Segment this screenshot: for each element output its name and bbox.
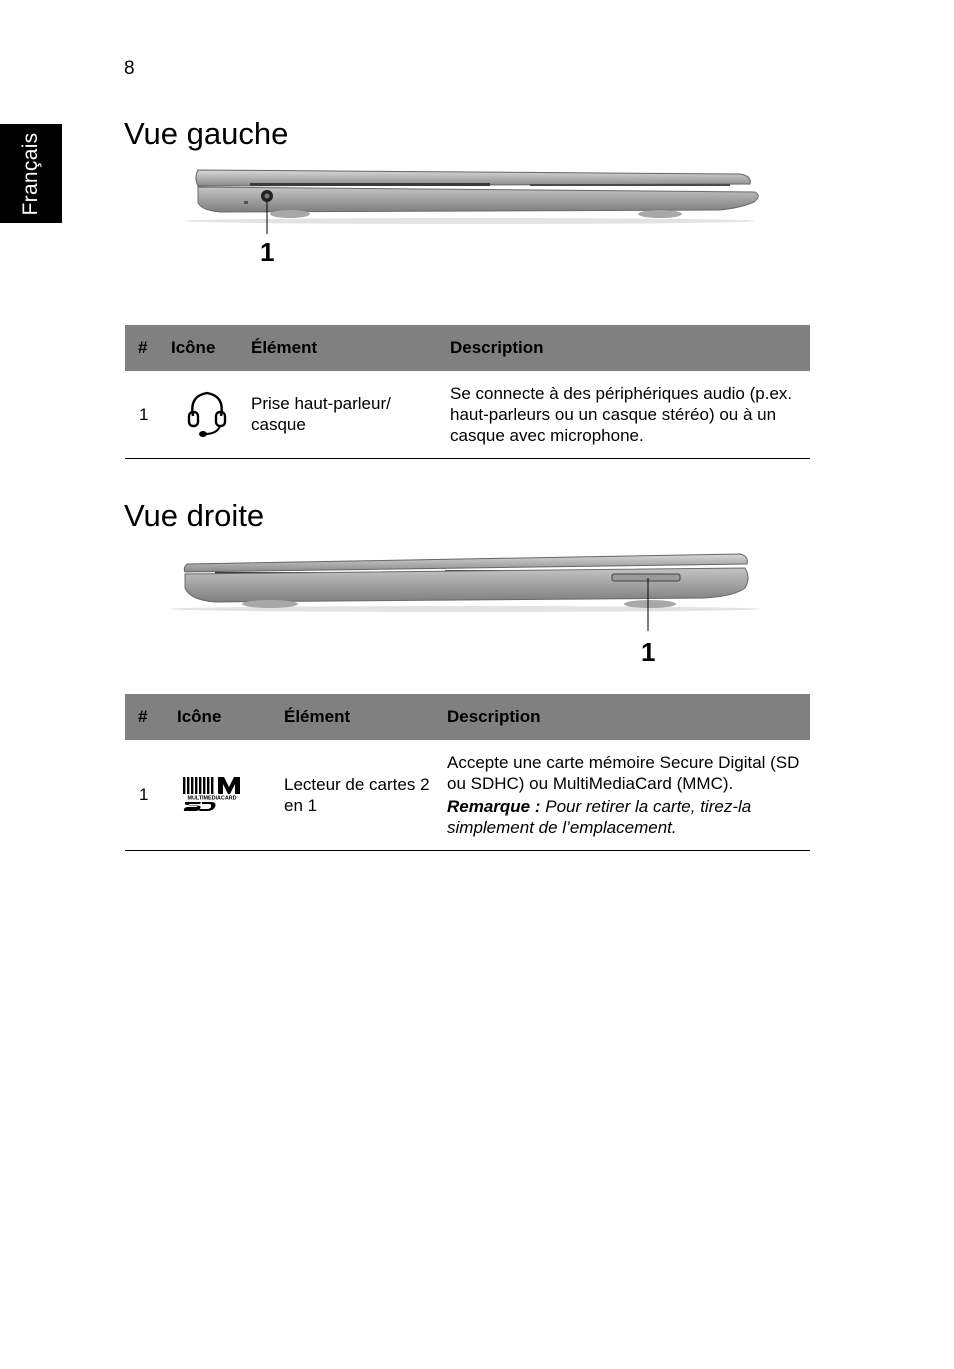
section-title-right-view: Vue droite	[124, 498, 265, 533]
note-text: Pour retirer la carte, tirez-la simplement de l’emplacement.	[447, 796, 752, 837]
row-description: Se connecte à des périphériques audio (p.ex. haut-parleurs ou un casque stéréo) ou à un casque avec microphone.	[450, 371, 810, 458]
headset-icon	[185, 388, 229, 440]
row-description-cell	[447, 740, 810, 850]
column-header-icon: Icône	[171, 694, 284, 740]
callout-number: 1	[641, 637, 656, 667]
column-header-number: #	[125, 325, 171, 371]
row-description: Accepte une carte mémoire Secure Digital (SD ou SDHC) ou MultiMediaCard (MMC).	[447, 752, 800, 793]
mmc-sd-card-icon	[181, 775, 247, 815]
column-header-description: Description	[447, 694, 810, 740]
row-element: Prise haut-parleur/ casque	[251, 371, 450, 458]
row-icon-cell	[171, 740, 284, 850]
section-title-left-view: Vue gauche	[124, 116, 289, 151]
ports-table-right	[125, 694, 810, 851]
row-note	[447, 796, 810, 838]
ports-table-left	[125, 325, 810, 459]
page-number: 8	[124, 58, 135, 79]
language-tab-label: Français	[19, 132, 42, 216]
note-label: Remarque :	[447, 796, 541, 816]
table-row	[125, 371, 810, 458]
column-header-description: Description	[450, 325, 810, 371]
table-row	[125, 740, 810, 850]
column-header-number: #	[125, 694, 171, 740]
row-number: 1	[125, 740, 171, 850]
column-header-element: Élément	[284, 694, 447, 740]
callout-number: 1	[260, 237, 275, 267]
laptop-left-side-image	[180, 166, 770, 238]
row-number: 1	[125, 371, 171, 458]
column-header-icon: Icône	[171, 325, 251, 371]
mmc-logo-text: MULTIMEDIACARD	[187, 795, 237, 802]
row-icon-cell	[171, 371, 251, 458]
column-header-element: Élément	[251, 325, 450, 371]
language-tab	[0, 124, 62, 223]
card-reader-slot	[612, 574, 680, 581]
laptop-right-side-image	[165, 548, 770, 638]
row-element: Lecteur de cartes 2 en 1	[284, 740, 447, 850]
